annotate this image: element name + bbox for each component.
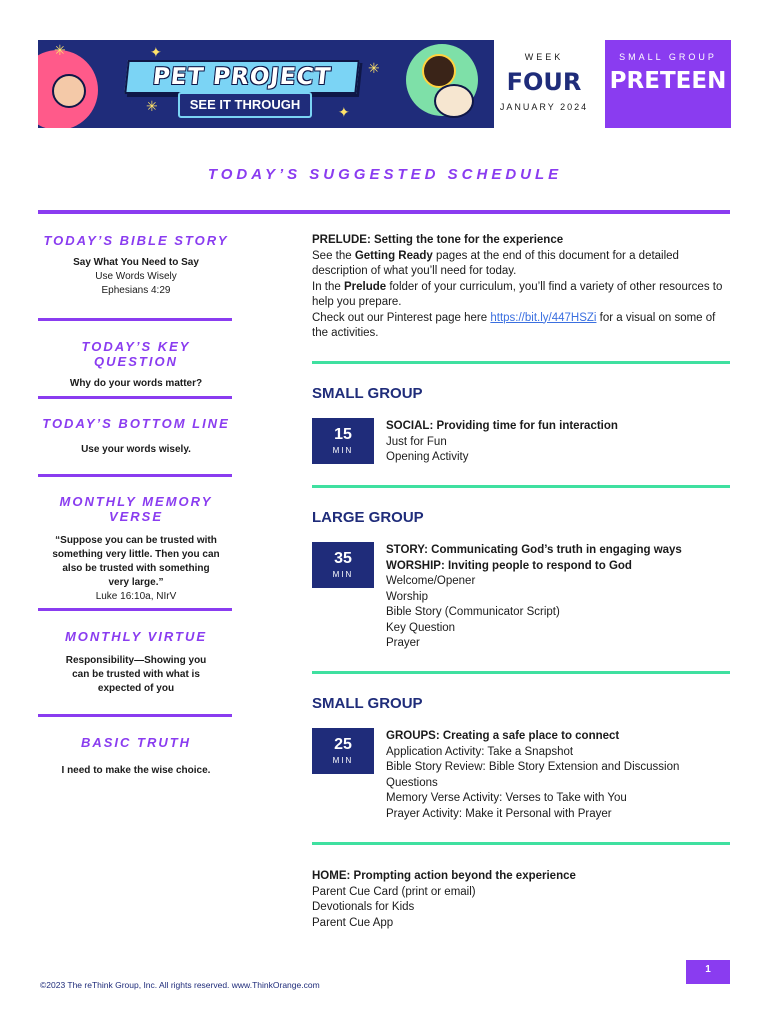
activity-item: Worship	[386, 590, 428, 603]
divider	[312, 671, 730, 674]
bible-story-subtitle: Use Words Wisely	[95, 271, 177, 282]
memory-verse-text: “Suppose you can be trusted with something very little. Then you can also be trusted with something very large.”	[52, 535, 220, 588]
text: for a visual on some of the activities.	[312, 311, 716, 339]
section-heading: SMALL GROUP	[312, 385, 423, 402]
logo-text: PET PROJECT	[151, 64, 333, 90]
activity-item: Welcome/Opener	[386, 575, 476, 587]
activity-title: STORY: Communicating God’s truth in engaging ways	[386, 544, 682, 556]
sparkle-icon: ✦	[338, 104, 350, 120]
bible-story-heading: TODAY’S BIBLE STORY	[43, 233, 229, 248]
activity-title: SOCIAL: Providing time for fun interaction	[386, 420, 618, 432]
text: Check out our Pinterest page here	[312, 311, 491, 324]
home-item: Devotionals for Kids	[312, 901, 415, 913]
home-block	[312, 869, 730, 931]
prelude-paragraph	[312, 280, 730, 311]
minutes-value: 15	[334, 426, 352, 443]
header-banner	[38, 40, 494, 128]
activity-item: Memory Verse Activity: Verses to Take with You	[386, 792, 627, 804]
virtue-block	[40, 629, 232, 696]
activity-item: Just for Fun	[386, 435, 447, 448]
home-title: HOME: Prompting action beyond the experience	[312, 870, 576, 882]
activity-list	[386, 729, 730, 822]
basic-truth-text: I need to make the wise choice.	[61, 765, 211, 776]
minutes-value: 35	[334, 550, 352, 567]
memory-verse-heading: MONTHLY MEMORY VERSE	[59, 494, 213, 524]
divider	[312, 842, 730, 845]
activity-item: Prayer	[386, 637, 420, 649]
memory-verse-reference: Luke 16:10a, NIrV	[95, 591, 177, 602]
week-label: WEEK	[524, 52, 564, 62]
text: In the	[312, 280, 344, 293]
group-box	[605, 40, 731, 128]
bottom-line-text: Use your words wisely.	[81, 444, 191, 455]
character-head	[422, 54, 456, 88]
page-title: TODAY’S SUGGESTED SCHEDULE	[207, 166, 563, 183]
week-box	[494, 40, 594, 128]
sparkle-icon: ✳	[54, 42, 66, 58]
divider	[38, 474, 232, 477]
bible-story-reference: Ephesians 4:29	[101, 285, 171, 296]
week-value: FOUR	[506, 68, 582, 96]
pinterest-link[interactable]: https://bit.ly/447HSZi	[490, 311, 597, 324]
character-head	[52, 74, 86, 108]
activity-title: WORSHIP: Inviting people to respond to God	[386, 559, 632, 572]
memory-verse-block	[40, 494, 232, 604]
divider	[38, 318, 232, 321]
group-label: SMALL GROUP	[619, 52, 717, 62]
pet-figure	[434, 84, 474, 118]
virtue-text: Responsibility—Showing you can be trusted with what is expected of you	[65, 655, 207, 694]
minutes-label: MIN	[332, 446, 354, 455]
tagline: SEE IT THROUGH	[189, 97, 301, 112]
section-heading: LARGE GROUP	[312, 509, 424, 526]
text: pages at the end of this document for a detailed description of what you’ll need for today.	[312, 249, 679, 277]
sparkle-icon: ✳	[146, 98, 158, 114]
prelude-paragraph	[312, 249, 730, 280]
group-value: PRETEEN	[609, 68, 727, 94]
bottom-line-heading: TODAY’S BOTTOM LINE	[42, 416, 230, 431]
virtue-heading: MONTHLY VIRTUE	[64, 629, 208, 644]
logo	[124, 60, 360, 94]
minutes-badge	[312, 418, 374, 464]
divider	[312, 361, 730, 364]
minutes-label: MIN	[332, 756, 354, 765]
sparkle-icon: ✳	[368, 60, 380, 76]
minutes-value: 25	[334, 736, 352, 753]
home-item: Parent Cue Card (print or email)	[312, 885, 476, 898]
footer-copyright: ©2023 The reThink Group, Inc. All rights reserved. www.ThinkOrange.com	[40, 980, 320, 990]
text: folder of your curriculum, you’ll find a variety of other resources to help you prepare.	[312, 280, 723, 308]
minutes-badge	[312, 728, 374, 774]
divider	[38, 714, 232, 717]
text: See the	[312, 249, 355, 262]
minutes-label: MIN	[332, 570, 354, 579]
key-question-heading: TODAY’S KEY QUESTION	[81, 339, 191, 369]
page-number: 1	[686, 960, 730, 984]
section-heading: SMALL GROUP	[312, 695, 423, 712]
activity-list	[386, 543, 730, 652]
divider	[38, 210, 730, 214]
week-date: JANUARY 2024	[499, 102, 589, 112]
prelude-block	[312, 233, 730, 342]
prelude-title: PRELUDE: Setting the tone for the experience	[312, 234, 564, 246]
bottom-line-block	[40, 416, 232, 457]
key-question-text: Why do your words matter?	[69, 378, 203, 389]
sparkle-icon: ✦	[150, 44, 162, 60]
divider	[38, 608, 232, 611]
activity-item: Application Activity: Take a Snapshot	[386, 745, 574, 758]
divider	[38, 396, 232, 399]
activity-item: Opening Activity	[386, 451, 469, 463]
text-bold: Getting Ready	[354, 249, 433, 262]
activity-item: Bible Story (Communicator Script)	[386, 606, 560, 618]
tagline-box	[178, 92, 312, 118]
key-question-block	[40, 339, 232, 391]
activity-item: Key Question	[386, 621, 456, 634]
activity-list	[386, 419, 730, 466]
divider	[312, 485, 730, 488]
activity-title: GROUPS: Creating a safe place to connect	[386, 730, 620, 742]
basic-truth-block	[40, 735, 232, 778]
basic-truth-heading: BASIC TRUTH	[80, 735, 192, 750]
activity-item: Bible Story Review: Bible Story Extension and Discussion Questions	[386, 761, 680, 789]
bible-story-block	[40, 233, 232, 298]
prelude-paragraph	[312, 311, 730, 342]
home-item: Parent Cue App	[312, 916, 394, 929]
bible-story-title: Say What You Need to Say	[73, 257, 199, 268]
minutes-badge	[312, 542, 374, 588]
activity-item: Prayer Activity: Make it Personal with Prayer	[386, 807, 612, 820]
text-bold: Prelude	[343, 280, 387, 293]
